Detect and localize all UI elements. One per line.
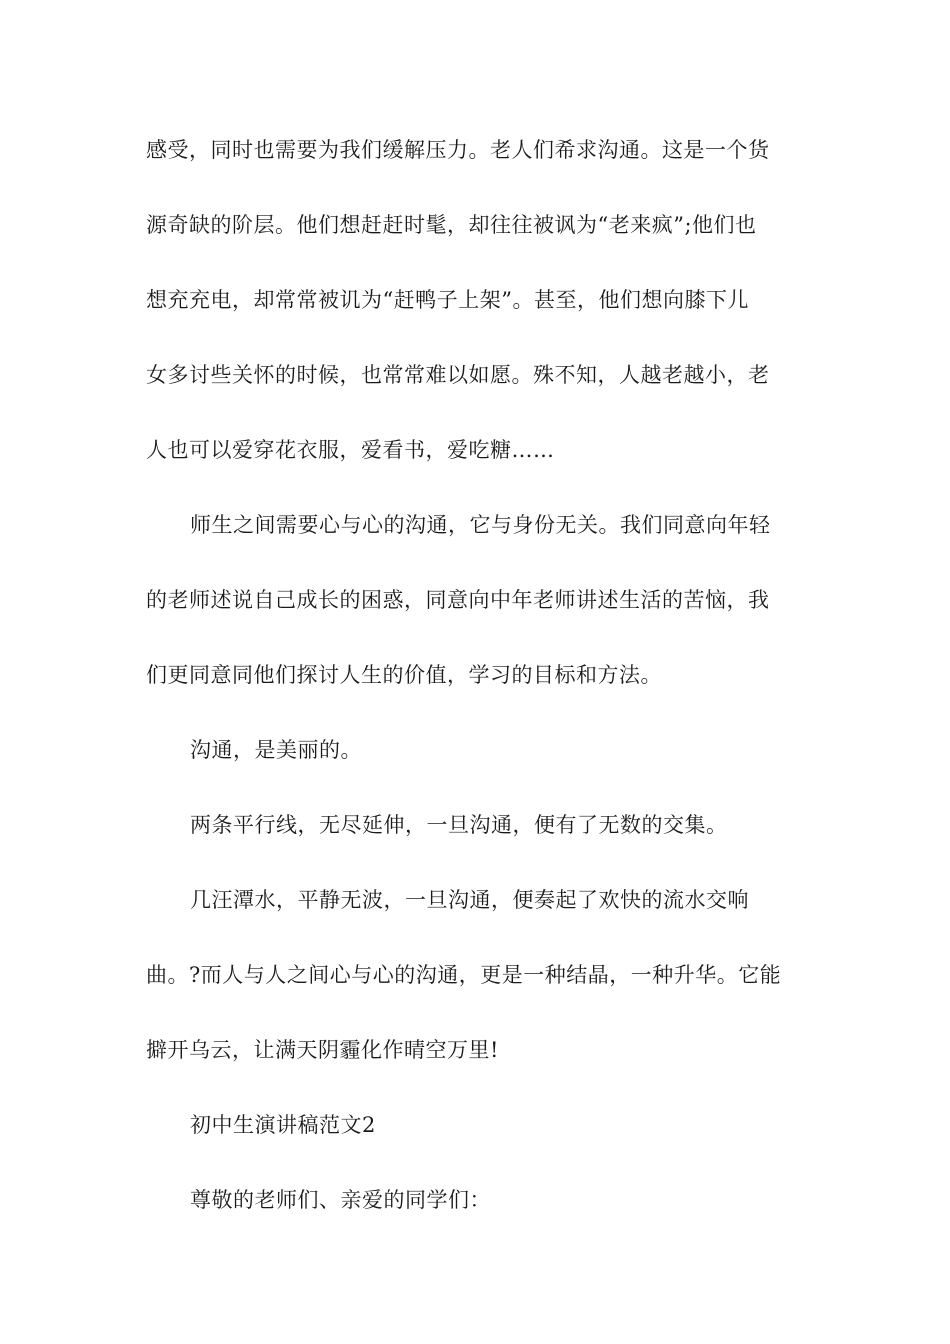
text-line-11: 几汪潭水，平静无波，一旦沟通，便奏起了欢快的流水交响: [190, 888, 749, 912]
text-line-7: 的老师述说自己成长的困惑，同意向中年老师讲述生活的苦恼，我: [146, 588, 770, 612]
text-line-3: 想充充电，却常常被讥为“赶鸭子上架”。甚至，他们想向膝下儿: [146, 288, 749, 312]
text-line-13: 擗开乌云，让满天阴霾化作晴空万里!: [146, 1038, 499, 1062]
text-line-12: 曲。?而人与人之间心与心的沟通，更是一种结晶，一种升华。它能: [146, 963, 782, 987]
text-line-10: 两条平行线，无尽延伸，一旦沟通，便有了无数的交集。: [190, 813, 728, 837]
text-line-1: 感受，同时也需要为我们缓解压力。老人们希求沟通。这是一个货: [146, 138, 770, 162]
section-heading: 初中生演讲稿范文2: [190, 1113, 376, 1137]
text-line-6: 师生之间需要心与心的沟通，它与身份无关。我们同意向年轻: [190, 513, 771, 537]
salutation-line: 尊敬的老师们、亲爱的同学们：: [190, 1188, 491, 1212]
text-line-4: 女多讨些关怀的时候，也常常难以如愿。殊不知，人越老越小，老: [146, 363, 770, 387]
text-line-8: 们更同意同他们探讨人生的价值，学习的目标和方法。: [146, 663, 662, 687]
text-line-9: 沟通，是美丽的。: [190, 738, 362, 762]
text-line-5: 人也可以爱穿花衣服，爱看书，爱吃糖……: [146, 438, 555, 462]
text-line-2: 源奇缺的阶层。他们想赶赶时髦，却往往被讽为“老来疯”;他们也: [146, 213, 757, 237]
